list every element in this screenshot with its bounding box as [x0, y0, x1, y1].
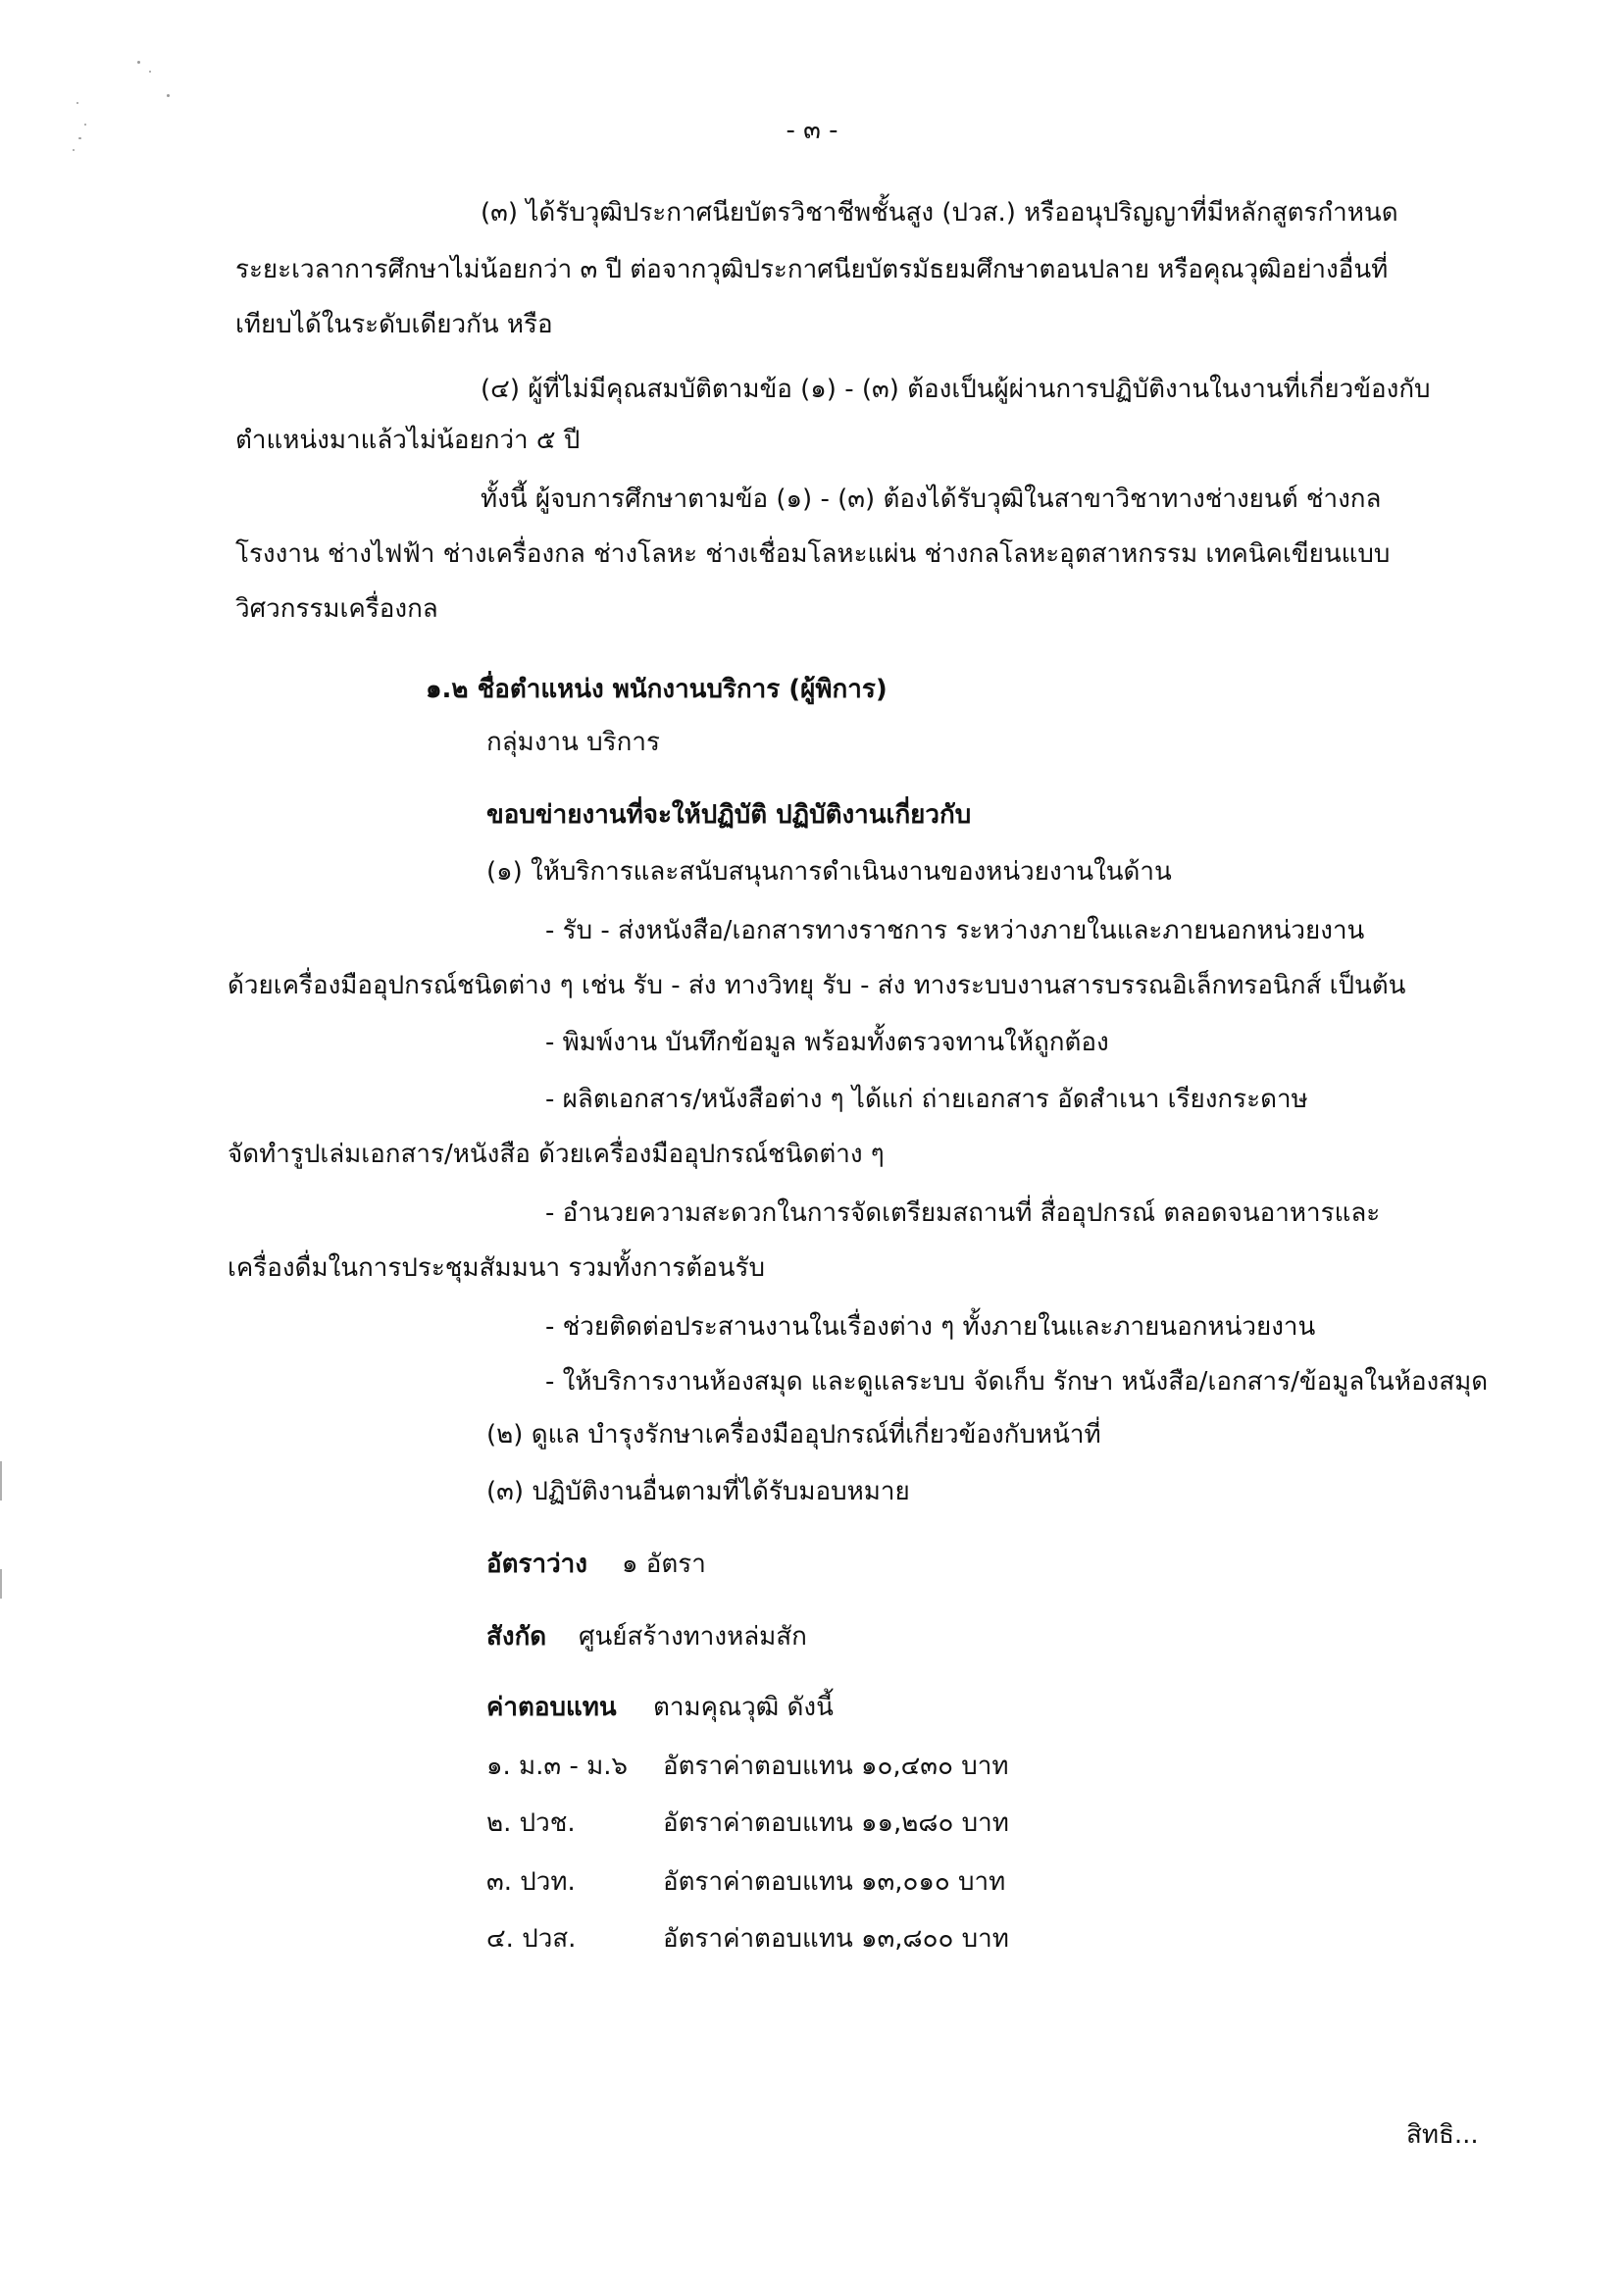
scan-speck	[137, 61, 140, 64]
compensation-level: ๑. ม.๓ - ม.๖	[486, 1752, 629, 1781]
scan-edge-mark	[0, 1461, 2, 1501]
qualification-note-line-3: วิศวกรรมเครื่องกล	[235, 594, 438, 624]
scan-speck	[167, 94, 170, 97]
duty-bullet-5: - ช่วยติดต่อประสานงานในเรื่องต่าง ๆ ทั้งภายในและภายนอกหน่วยงาน	[545, 1312, 1316, 1342]
vacancy-label: อัตราว่าง	[486, 1550, 587, 1579]
duty-bullet-4-line-1: - อำนวยความสะดวกในการจัดเตรียมสถานที่ สื่ออุปกรณ์ ตลอดจนอาหารและ	[545, 1198, 1381, 1228]
continuation-note: สิทธิ...	[1406, 2120, 1479, 2150]
qualification-4-line-1: (๔) ผู้ที่ไม่มีคุณสมบัติตามข้อ (๑) - (๓) ต้องเป็นผู้ผ่านการปฏิบัติงานในงานที่เกี่ยวข้องกับ	[481, 375, 1431, 404]
qualification-3-line-1: (๓) ได้รับวุฒิประกาศนียบัตรวิชาชีพชั้นสูง (ปวส.) หรืออนุปริญญาที่มีหลักสูตรกำหนด	[481, 198, 1398, 228]
compensation-label: ค่าตอบแทน	[486, 1693, 617, 1722]
work-group: กลุ่มงาน บริการ	[486, 728, 660, 757]
duty-bullet-2: - พิมพ์งาน บันทึกข้อมูล พร้อมทั้งตรวจทานให้ถูกต้อง	[545, 1028, 1109, 1057]
compensation-level: ๔. ปวส.	[486, 1924, 577, 1954]
compensation-rate: อัตราค่าตอบแทน ๑๐,๔๓๐ บาท	[663, 1752, 1009, 1781]
qualification-3-line-3: เทียบได้ในระดับเดียวกัน หรือ	[235, 310, 553, 339]
compensation-rate: อัตราค่าตอบแทน ๑๓,๘๐๐ บาท	[663, 1924, 1009, 1954]
scan-edge-mark	[0, 1569, 2, 1599]
page-number: - ๓ -	[786, 116, 838, 145]
position-heading: ๑.๒ ชื่อตำแหน่ง พนักงานบริการ (ผู้พิการ)	[426, 675, 888, 704]
affiliation-label: สังกัด	[486, 1622, 547, 1652]
affiliation-value: ศูนย์สร้างทางหล่มสัก	[579, 1622, 807, 1652]
duty-bullet-1-line-2: ด้วยเครื่องมืออุปกรณ์ชนิดต่าง ๆ เช่น รับ - ส่ง ทางวิทยุ รับ - ส่ง ทางระบบงานสารบรรณอิเล็กทรอนิกส์ เป็นต้น	[228, 971, 1406, 1000]
duty-bullet-1-line-1: - รับ - ส่งหนังสือ/เอกสารทางราชการ ระหว่างภายในและภายนอกหน่วยงาน	[545, 916, 1365, 945]
qualification-note-line-1: ทั้งนี้ ผู้จบการศึกษาตามข้อ (๑) - (๓) ต้องได้รับวุฒิในสาขาวิชาทางช่างยนต์ ช่างกล	[481, 484, 1382, 514]
duty-bullet-6: - ให้บริการงานห้องสมุด และดูแลระบบ จัดเก็บ รักษา หนังสือ/เอกสาร/ข้อมูลในห้องสมุด	[545, 1367, 1489, 1397]
duty-2: (๒) ดูแล บำรุงรักษาเครื่องมืออุปกรณ์ที่เกี่ยวข้องกับหน้าที่	[486, 1420, 1101, 1450]
vacancy-value: ๑ อัตรา	[622, 1550, 706, 1579]
scan-speck	[76, 102, 78, 104]
scan-speck	[149, 71, 151, 73]
duty-bullet-3-line-1: - ผลิตเอกสาร/หนังสือต่าง ๆ ได้แก่ ถ่ายเอกสาร อัดสำเนา เรียงกระดาษ	[545, 1085, 1308, 1114]
duty-bullet-3-line-2: จัดทำรูปเล่มเอกสาร/หนังสือ ด้วยเครื่องมืออุปกรณ์ชนิดต่าง ๆ	[228, 1140, 885, 1169]
scope-heading: ขอบข่ายงานที่จะให้ปฏิบัติ ปฏิบัติงานเกี่ยวกับ	[486, 800, 972, 830]
compensation-rate: อัตราค่าตอบแทน ๑๑,๒๘๐ บาท	[663, 1808, 1009, 1838]
qualification-4-line-2: ตำแหน่งมาแล้วไม่น้อยกว่า ๕ ปี	[235, 426, 581, 455]
compensation-level: ๒. ปวช.	[486, 1808, 576, 1838]
qualification-note-line-2: โรงงาน ช่างไฟฟ้า ช่างเครื่องกล ช่างโลหะ ช่างเชื่อมโลหะแผ่น ช่างกลโลหะอุตสาหกรรม เทคนิคเขียนแบบ	[235, 539, 1391, 569]
compensation-rate: อัตราค่าตอบแทน ๑๓,๐๑๐ บาท	[663, 1867, 1006, 1897]
qualification-3-line-2: ระยะเวลาการศึกษาไม่น้อยกว่า ๓ ปี ต่อจากวุฒิประกาศนียบัตรมัธยมศึกษาตอนปลาย หรือคุณวุฒิอย่างอื่นที่	[235, 255, 1389, 284]
duty-bullet-4-line-2: เครื่องดื่มในการประชุมสัมมนา รวมทั้งการต้อนรับ	[228, 1253, 765, 1283]
duty-1: (๑) ให้บริการและสนับสนุนการดำเนินงานของหน่วยงานในด้าน	[486, 857, 1172, 887]
compensation-value: ตามคุณวุฒิ ดังนี้	[653, 1693, 834, 1722]
duty-3: (๓) ปฏิบัติงานอื่นตามที่ได้รับมอบหมาย	[486, 1477, 910, 1506]
compensation-level: ๓. ปวท.	[486, 1867, 576, 1897]
